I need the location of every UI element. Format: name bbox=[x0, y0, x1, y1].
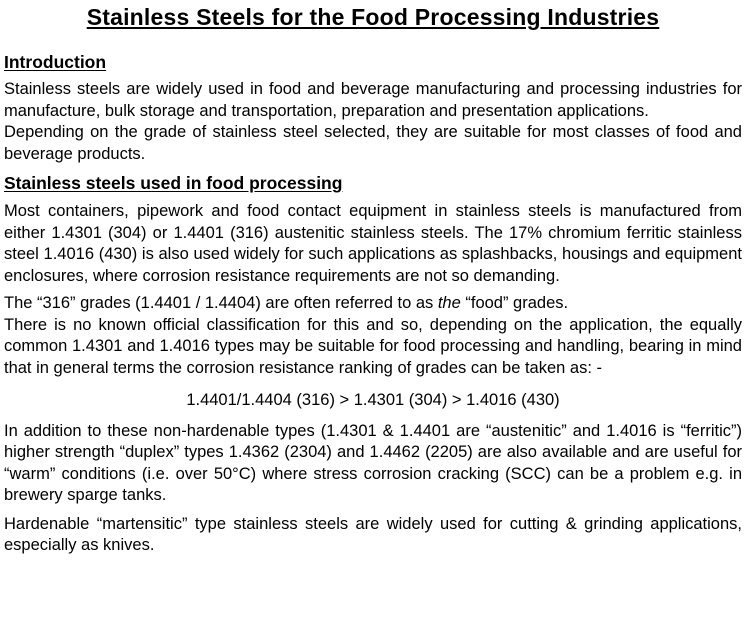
introduction-paragraph-2: Depending on the grade of stainless steel selected, they are suitable for most classes of food and beverage products. bbox=[4, 123, 742, 163]
food-grade-emphasis: the bbox=[437, 294, 461, 312]
food-processing-paragraph-2 bbox=[4, 293, 742, 315]
document-title: Stainless Steels for the Food Processing Industries bbox=[86, 4, 660, 30]
introduction-paragraph-1: Stainless steels are widely used in food and beverage manufacturing and processing industries for manufacture, bulk storage and transportation, preparation and presentation applications. bbox=[4, 80, 742, 120]
food-processing-paragraph-1: Most containers, pipework and food contact equipment in stainless steels is manufactured from either 1.4301 (304) or 1.4401 (316) austenitic stainless steels. The 17% chromium ferritic stainless steel 1.4016 (430) is also used widely for such applications as splashbacks, housings and equipment enclosures, where corrosion resistance requirements are not so demanding. bbox=[4, 202, 742, 285]
food-processing-paragraph-4: In addition to these non-hardenable types (1.4301 & 1.4401 are “austenitic” and 1.4016 is “ferritic”) higher strength “duplex” types 1.4362 (2304) and 1.4462 (2205) are also available and are useful for “warm” conditions (i.e. over 50°C) where stress corrosion cracking (SCC) can be a problem e.g. in brewery sparge tanks. bbox=[4, 421, 742, 504]
corrosion-ranking: 1.4401/1.4404 (316) > 1.4301 (304) > 1.4016 (430) bbox=[186, 391, 560, 409]
food-processing-heading: Stainless steels used in food processing bbox=[4, 173, 343, 193]
food-grade-text-after: “food” grades. bbox=[460, 294, 569, 312]
food-processing-paragraph-3: There is no known official classification for this and so, depending on the application, the equally common 1.4301 and 1.4016 types may be suitable for food processing and handling, bearing in mind that in general terms the corrosion resistance ranking of grades can be taken as: - bbox=[4, 315, 742, 377]
food-processing-paragraph-5: Hardenable “martensitic” type stainless steels are widely used for cutting & grinding applications, especially as knives. bbox=[4, 514, 742, 554]
food-grade-text-before: The “316” grades (1.4401 / 1.4404) are often referred to as bbox=[4, 294, 438, 312]
introduction-heading: Introduction bbox=[4, 52, 107, 72]
